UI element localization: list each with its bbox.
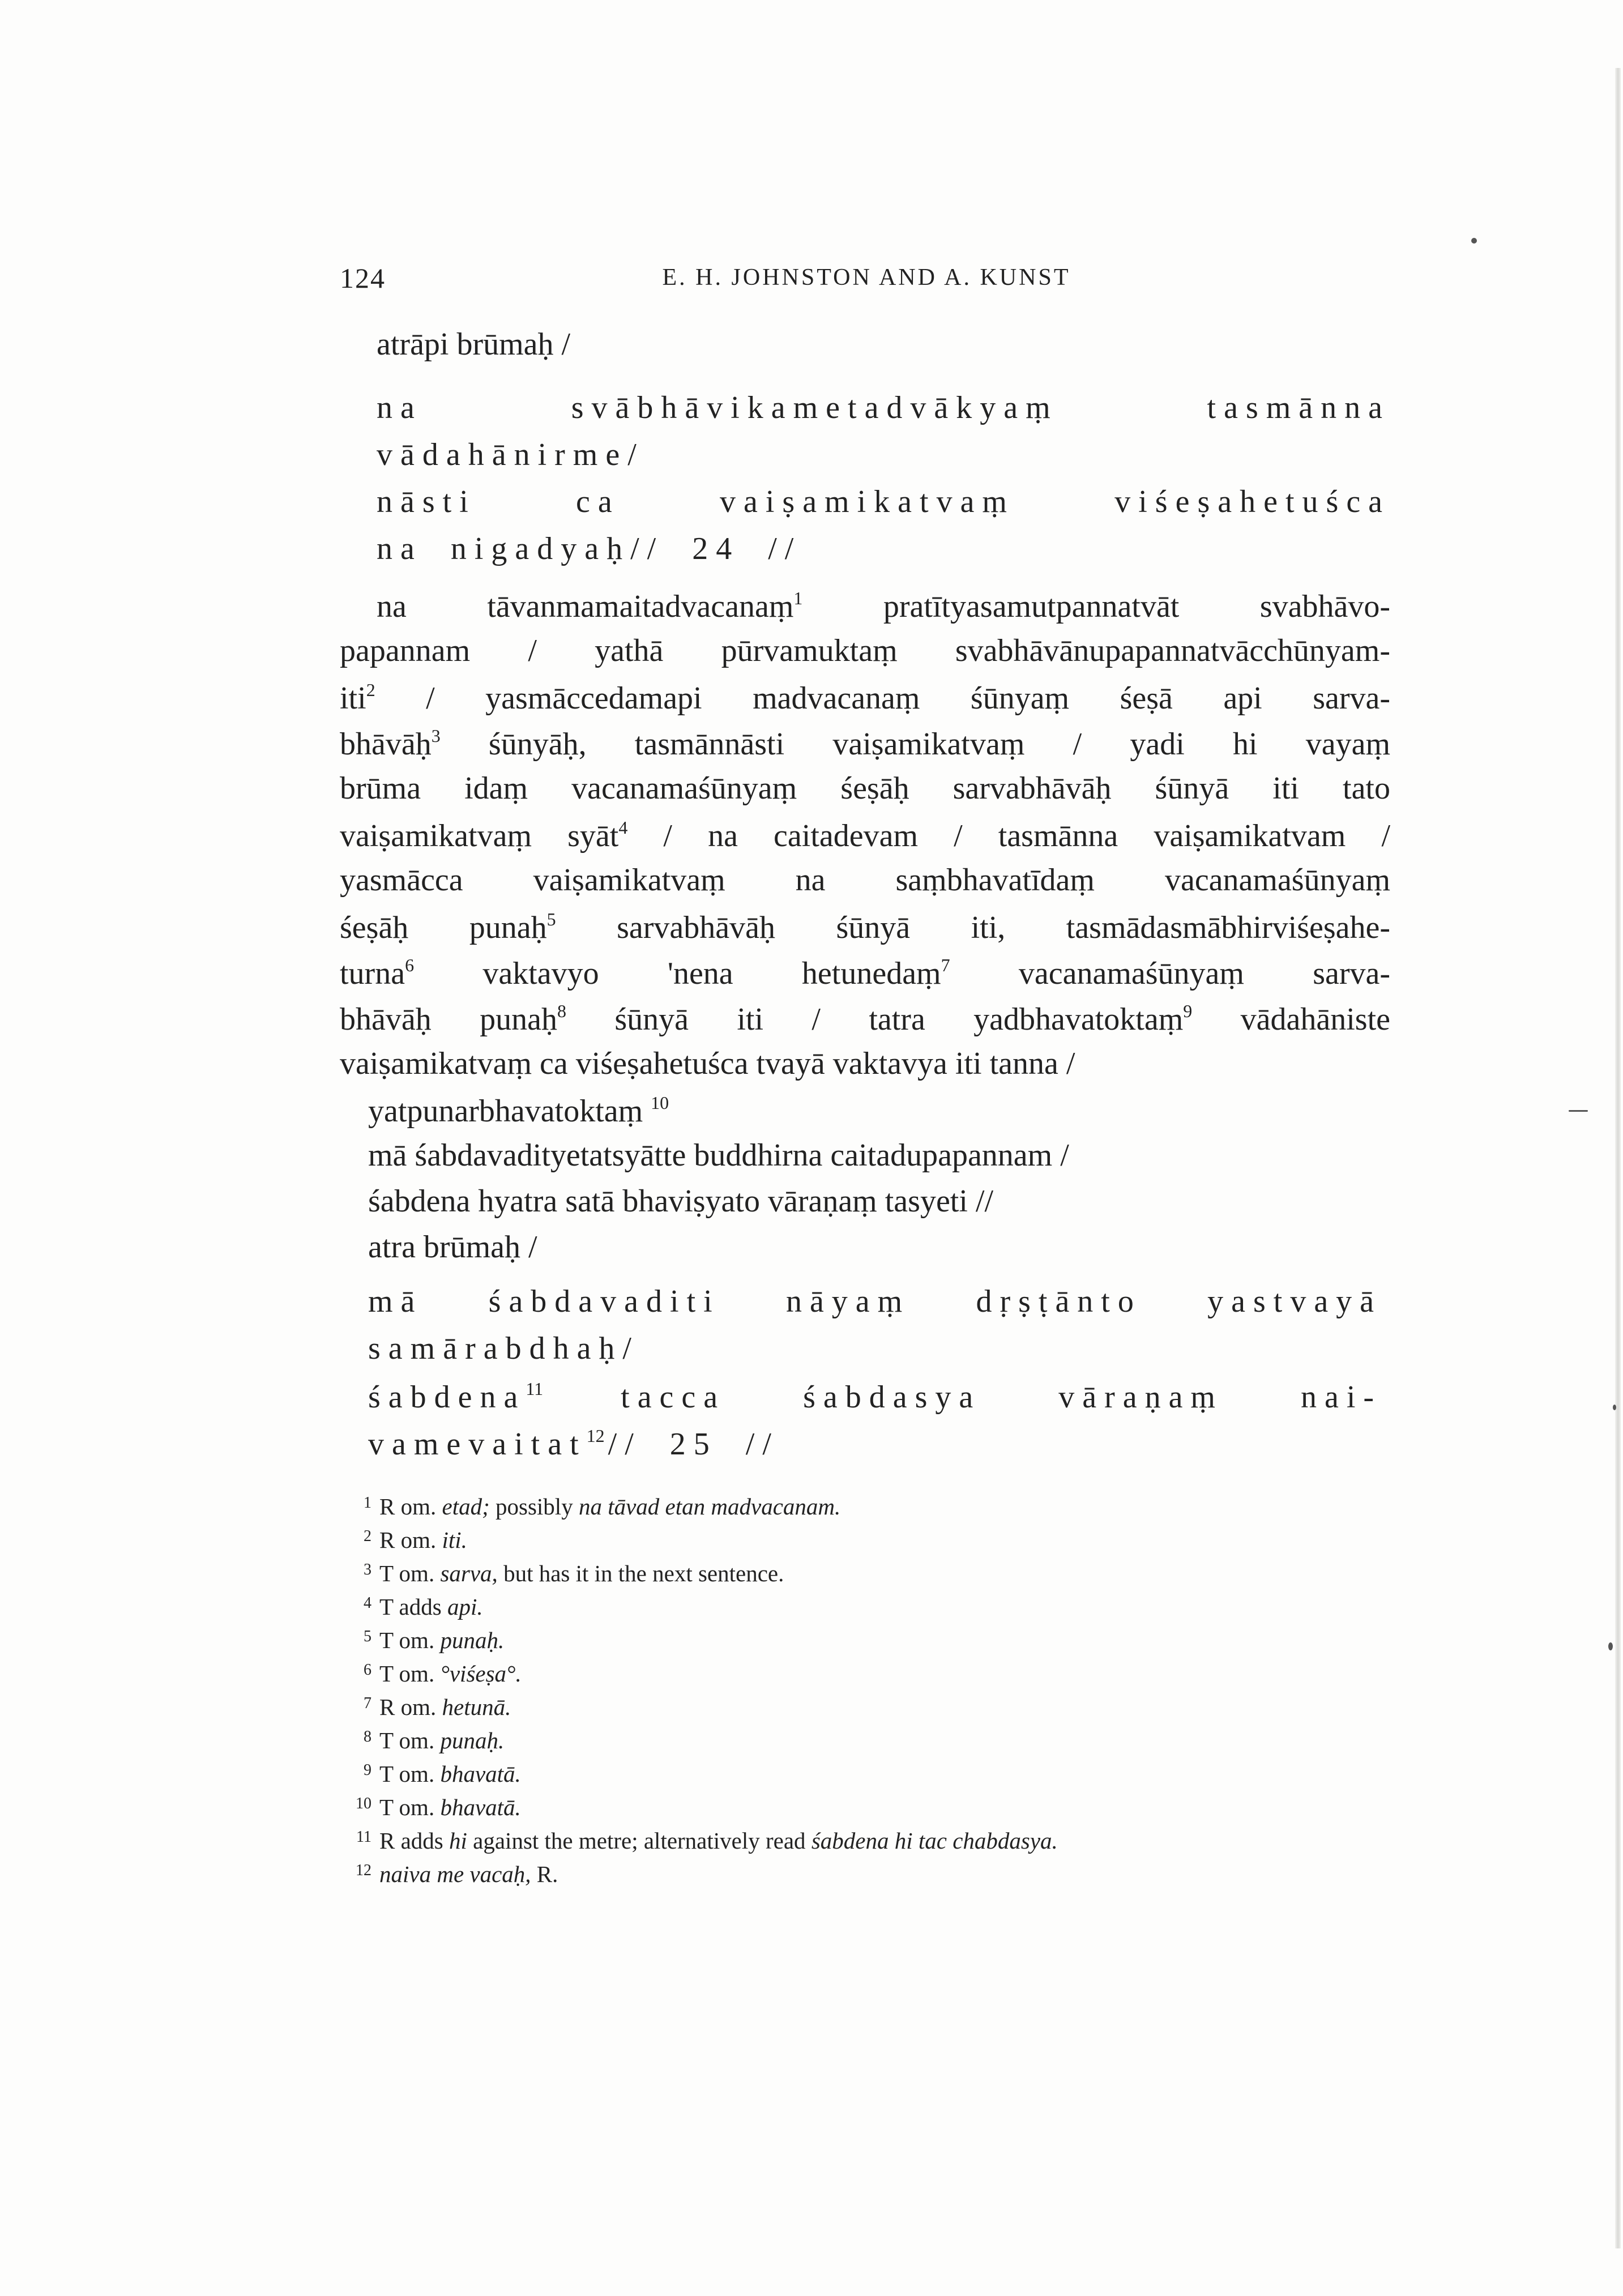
verse-25-line-1: mā śabdavaditi nāyaṃ dṛṣṭānto yastvayā bbox=[368, 1284, 1382, 1319]
verse-24-line-2: vādahānirme/ bbox=[377, 437, 644, 472]
footnote-8: 8 T om. punaḥ. bbox=[364, 1727, 505, 1753]
verse-24-line-3: nāsti ca vaiṣamikatvaṃ viśeṣahetuśca bbox=[377, 484, 1391, 519]
intro-line: atrāpi brūmaḥ / bbox=[377, 327, 571, 362]
verse-25-line-3: śabdena$^{11}$ tacca śabdasya vāraṇaṃ nai- bbox=[368, 1379, 1382, 1415]
footnote-5: 5 T om. punaḥ. bbox=[364, 1627, 505, 1653]
objection-line-2: mā śabdavadityetatsyātte buddhirna caitadupapannam / bbox=[368, 1138, 1069, 1173]
page-number: 124 bbox=[340, 262, 386, 294]
objection-line-1: yatpunarbhavatoktaṃ $^{10}$ bbox=[368, 1092, 669, 1129]
footnote-12: 12 naiva me vacaḥ, R. bbox=[356, 1861, 558, 1887]
footnote-4: 4 T adds api. bbox=[364, 1594, 483, 1620]
commentary-line-3: iti$^2$ / yasmāccedamapi madvacanaṃ śūnyaṃ śeṣā api sarva- bbox=[340, 680, 1390, 716]
commentary-line-10: bhāvāḥ punaḥ$^8$ śūnyā iti / tatra yadbhavatoktaṃ$^9$ vādahāniste bbox=[340, 1001, 1390, 1037]
verse-24-line-1: na svābhāvikametadvākyaṃ tasmānna bbox=[377, 390, 1391, 425]
footnote-2: 2 R om. iti. bbox=[364, 1527, 467, 1553]
commentary-line-6: vaiṣamikatvaṃ syāt$^4$ / na caitadevam / tasmānna vaiṣamikatvam / bbox=[340, 817, 1391, 853]
page-header bbox=[340, 262, 1393, 307]
page-edge-shadow bbox=[1615, 68, 1621, 2248]
commentary-line-8: śeṣāḥ punaḥ$^5$ sarvabhāvāḥ śūnyā iti, tasmādasmābhirviśeṣahe- bbox=[340, 909, 1391, 945]
commentary-line-2: papannam / yathā pūrvamuktaṃ svabhāvānupapannatvācchūnyam- bbox=[340, 633, 1390, 668]
intro-line-2: atra brūmaḥ / bbox=[368, 1230, 537, 1265]
scan-speck bbox=[1608, 1642, 1613, 1650]
footnote-11: 11 R adds hi against the metre; alternatively read śabdena hi tac chabdasya. bbox=[356, 1828, 1058, 1854]
commentary-line-11: vaiṣamikatvaṃ ca viśeṣahetuśca tvayā vaktavya iti tanna / bbox=[340, 1046, 1075, 1081]
verse-24-line-4: na nigadyaḥ// 24 // bbox=[377, 531, 802, 566]
commentary-line-9: turna$^6$ vaktavyo 'nena hetunedaṃ$^7$ vacanamaśūnyaṃ sarva- bbox=[340, 955, 1390, 991]
footnote-1: 1 R om. etad; possibly na tāvad etan madvacanam. bbox=[364, 1493, 841, 1520]
objection-line-3: śabdena hyatra satā bhaviṣyato vāraṇaṃ tasyeti // bbox=[368, 1184, 994, 1219]
footnote-7: 7 R om. hetunā. bbox=[364, 1694, 511, 1720]
commentary-line-1: na tāvanmamaitadvacanaṃ$^1$ pratītyasamutpannatvāt svabhāvo- bbox=[377, 588, 1390, 624]
scan-speck bbox=[1569, 1110, 1588, 1112]
commentary-line-7: yasmācca vaiṣamikatvaṃ na saṃbhavatīdaṃ vacanamaśūnyaṃ bbox=[340, 863, 1390, 898]
footnote-10: 10 T om. bhavatā. bbox=[356, 1794, 521, 1820]
commentary-line-5: brūma idaṃ vacanamaśūnyaṃ śeṣāḥ sarvabhāvāḥ śūnyā iti tato bbox=[340, 771, 1390, 806]
scan-speck bbox=[1471, 238, 1477, 244]
commentary-line-4: bhāvāḥ$^3$ śūnyāḥ, tasmānnāsti vaiṣamikatvaṃ / yadi hi vayaṃ bbox=[340, 725, 1390, 762]
footnote-9: 9 T om. bhavatā. bbox=[364, 1761, 521, 1787]
scan-speck bbox=[1613, 1405, 1616, 1410]
verse-25-line-4: vamevaitat$^{12}$ // 25 // bbox=[368, 1426, 779, 1462]
verse-25-line-2: samārabdhaḥ/ bbox=[368, 1331, 639, 1366]
footnote-3: 3 T om. sarva, but has it in the next sentence. bbox=[364, 1560, 784, 1586]
footnote-6: 6 T om. °viśeṣa°. bbox=[364, 1661, 522, 1687]
running-head: E. H. JOHNSTON AND A. KUNST bbox=[662, 264, 1071, 291]
